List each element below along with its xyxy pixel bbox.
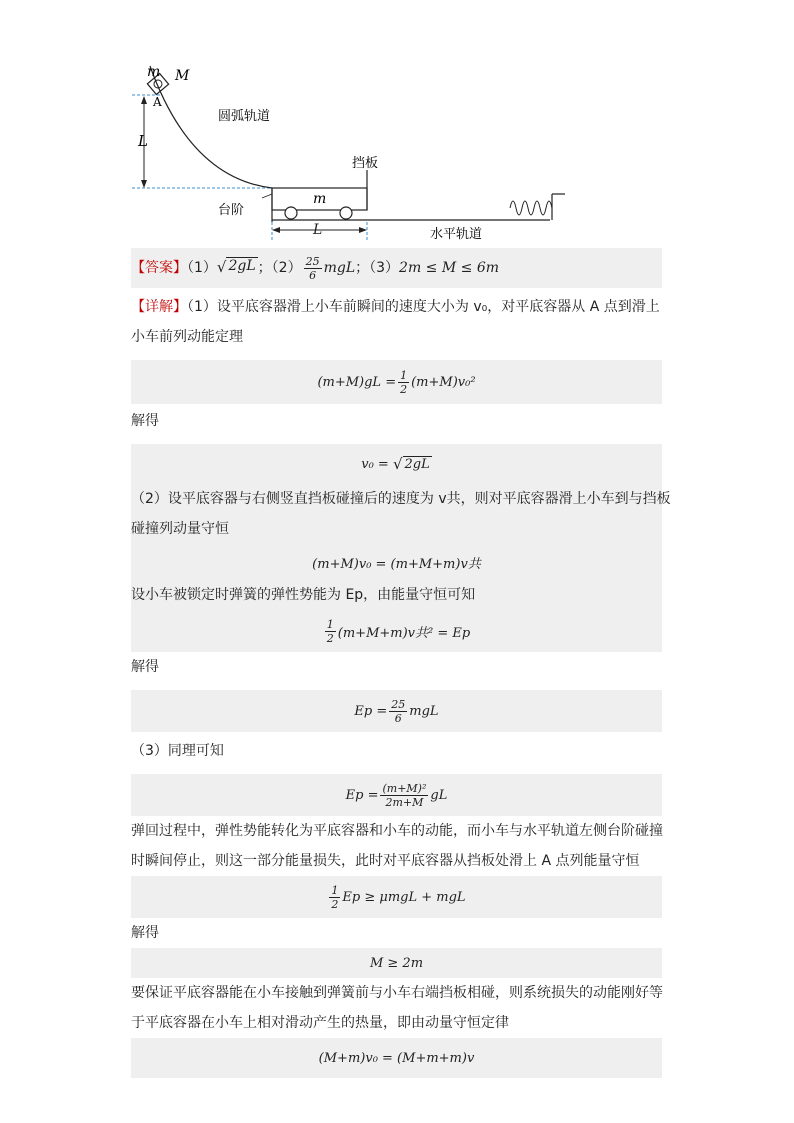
answer-1: √ 2gL — [216, 258, 256, 276]
label-track: 水平轨道 — [430, 227, 483, 242]
part3-line-3: 时瞬间停止，则这一部分能量损失，此时对平底容器从挡板处滑上 A 点列能量守恒 — [131, 853, 640, 869]
detail-tag: 【详解】 — [131, 299, 187, 315]
equation-3: (m+M)v₀ = (m+M+m)v共 — [131, 544, 662, 580]
equation-6: Ep = $\frac{\text{(m+M)²}}{2m+M}$ gL — [131, 774, 662, 816]
equation-7: $\frac{1}{2}$ Ep ≥ μmgL + mgL — [131, 876, 662, 918]
detail-line-1 — [131, 292, 662, 322]
detail-line-2: 小车前列动能定理 — [131, 329, 243, 345]
wheel-right — [340, 207, 352, 219]
answer-part1-label: （1） — [187, 260, 217, 276]
answer-2-tail: mgL — [323, 260, 356, 276]
equation-9: (M+m)v₀ = (M+m+m)v — [131, 1038, 662, 1078]
answer-tag: 【答案】 — [131, 260, 187, 276]
solve-label-1: 解得 — [131, 413, 159, 429]
equation-4: $\frac{1}{2}$ (m+M+m)v共² = Ep — [131, 610, 662, 652]
answer-sep1: ；（2） — [257, 260, 302, 276]
part3-line-5: 于平底容器在小车上相对滑动产生的热量，即由动量守恒定律 — [131, 1015, 509, 1031]
part3-line-1: （3）同理可知 — [131, 743, 224, 759]
label-L-left: L — [138, 132, 148, 150]
part2-line-1: （2）设平底容器与右侧竖直挡板碰撞后的速度为 v共，则对平底容器滑上小车到与挡板 — [131, 484, 662, 514]
detail-text-1: （1）设平底容器滑上小车前瞬间的速度大小为 v₀，对平底容器从 A 点到滑上 — [187, 299, 660, 315]
solution-content — [131, 248, 671, 1078]
part3-line-4: 要保证平底容器能在小车接触到弹簧前与小车右端挡板相碰，则系统损失的动能刚好等 — [131, 985, 663, 1001]
label-baffle: 挡板 — [352, 156, 379, 171]
arrow-head-right — [359, 227, 367, 233]
label-arc: 圆弧轨道 — [218, 109, 271, 124]
spring — [510, 201, 552, 215]
answer-3: 2m ≤ M ≤ 6m — [399, 260, 500, 276]
part3-line-2: 弹回过程中，弹性势能转化为平底容器和小车的动能，而小车与水平轨道左侧台阶碰撞 — [131, 823, 663, 839]
solve-label-2: 解得 — [131, 659, 159, 675]
answer-2-frac: $\frac{25}{6}$ — [305, 254, 320, 282]
physics-diagram — [120, 58, 580, 248]
label-m-top: m — [147, 64, 161, 80]
label-L-bottom: L — [313, 222, 323, 238]
equation-5: Ep = $\frac{25}{6}$ mgL — [131, 690, 662, 732]
label-A: A — [153, 95, 162, 109]
answer-sep2: ；（3） — [355, 260, 400, 276]
part2-line-2: 碰撞列动量守恒 — [131, 514, 662, 544]
label-cart-m: m — [313, 191, 327, 207]
label-M-top: M — [175, 68, 190, 84]
answer-line — [131, 248, 662, 288]
wheel-left — [285, 207, 297, 219]
label-step: 台阶 — [218, 203, 245, 218]
arrow-head-up — [141, 96, 147, 104]
part2-line-3: 设小车被锁定时弹簧的弹性势能为 Ep，由能量守恒可知 — [131, 580, 662, 610]
arrow-head-left — [272, 227, 280, 233]
equation-2: v₀ = √ 2gL — [131, 444, 662, 484]
step-pointer — [262, 194, 272, 198]
equation-8: M ≥ 2m — [131, 948, 662, 978]
solve-label-3: 解得 — [131, 925, 159, 941]
arrow-head-down — [141, 180, 147, 188]
equation-1: (m+M)gL = $\frac{1}{2}$ (m+M)v₀² — [131, 360, 662, 404]
